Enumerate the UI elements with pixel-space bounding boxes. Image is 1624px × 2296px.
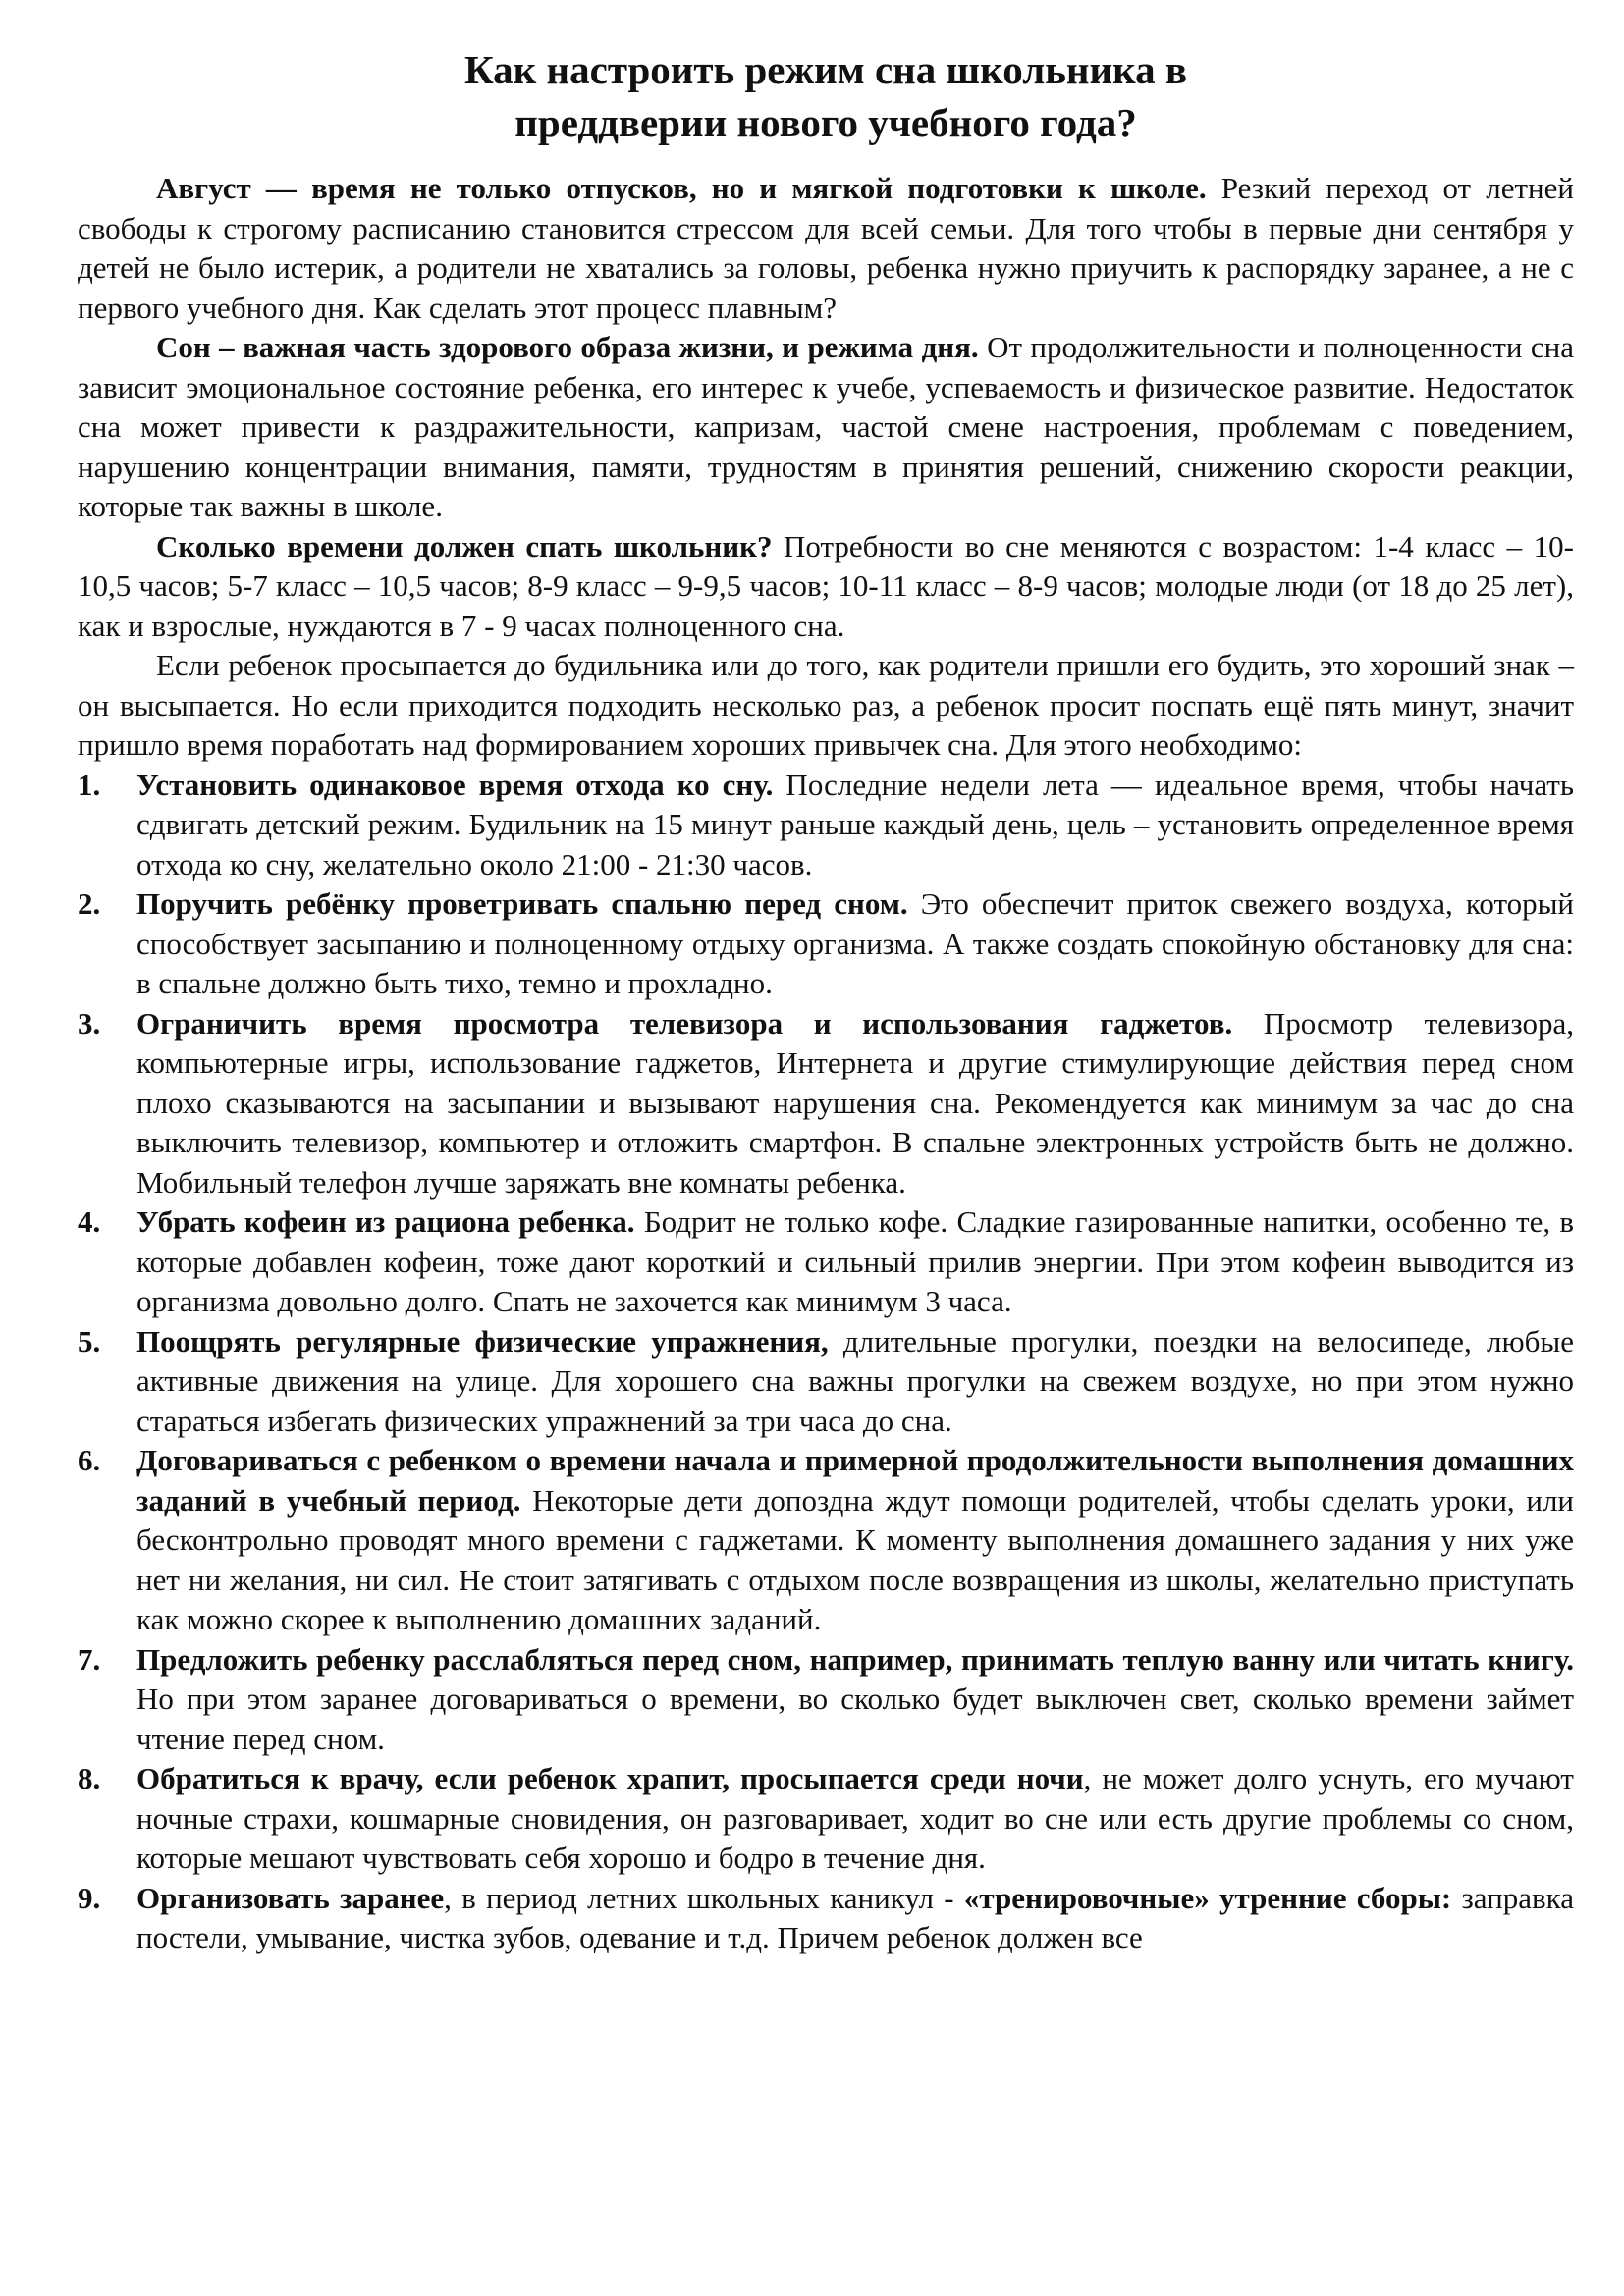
list-item-body: Некоторые дети допоздна ждут помощи родителей, чтобы сделать уроки, или бесконтрольно проводят много времени с гаджетами. К моменту выполнения домашнего задания у них уже нет ни желания, ни сил. Не стоит затягивать с отдыхом после возвращения из школы, желательно приступать как можно скорее к выполнению домашних заданий. <box>136 1482 1575 1636</box>
list-item <box>78 1640 1574 1760</box>
list-item-body: Но при этом заранее договариваться о времени, во сколько будет выключен свет, сколько времени займет чтение перед сном. <box>136 1682 1574 1756</box>
list-item <box>78 1202 1574 1322</box>
document-page <box>78 43 1574 1958</box>
list-item-text <box>136 1879 1574 1958</box>
list-item <box>78 1441 1574 1640</box>
list-item-number: 8. <box>78 1761 101 1795</box>
paragraph-lead: Сколько времени должен спать школьник? <box>156 528 773 563</box>
list-item-lead-secondary: «тренировочные» утренние сборы: <box>963 1880 1452 1915</box>
list-item-text <box>136 884 1574 1004</box>
list-item-number: 1. <box>78 767 101 802</box>
list-item-lead: Поощрять регулярные физические упражнения, <box>136 1323 829 1359</box>
paragraph-text: Резкий переход от летней свободы к строгому расписанию становится стрессом для всей семьи. Для того чтобы в первые дни сентября у детей не было истерик, а родители не хватались за головы, ребенка нужно приучить к распорядку заранее, а не с первого учебного дня. Как сделать этот процесс плавным? <box>78 171 1574 325</box>
list-item <box>78 884 1574 1004</box>
list-item-body: Это обеспечит приток свежего воздуха, который способствует засыпанию и полноценному отдыху организма. А также создать спокойную обстановку для сна: в спальне должно быть тихо, темно и прохладно. <box>136 886 1574 1000</box>
list-item-number: 4. <box>78 1204 101 1239</box>
page-title <box>78 43 1574 149</box>
list-item-lead: Ограничить время просмотра телевизора и использования гаджетов. <box>136 1005 1233 1041</box>
paragraph-lead: Август — время не только отпусков, но и мягкой подготовки к школе. <box>156 171 1207 205</box>
list-item-lead: Убрать кофеин из рациона ребенка. <box>136 1204 635 1239</box>
title-line-1: Как настроить режим сна школьника в <box>463 47 1188 92</box>
list-item-body: Бодрит не только кофе. Сладкие газированные напитки, особенно те, в которые добавлен кофеин, тоже дают короткий и сильный прилив энергии. При этом кофеин выводится из организма довольно долго. Спать не захочется как минимум 3 часа. <box>136 1204 1574 1318</box>
list-item-lead: Предложить ребенку расслабляться перед сном, например, принимать теплую ванну или читать книгу. <box>136 1641 1574 1677</box>
list-item-body-secondary: заправка постели, умывание, чистка зубов, одевание и т.д. Причем ребенок должен все <box>136 1880 1574 1954</box>
list-item-text <box>136 1202 1574 1322</box>
list-item <box>78 766 1574 885</box>
list-item-text <box>136 1004 1574 1203</box>
list-item-lead: Поручить ребёнку проветривать спальню перед сном. <box>136 886 908 921</box>
list-item-body: Последние недели лета — идеальное время, чтобы начать сдвигать детский режим. Будильник на 15 минут раньше каждый день, цель – установить определенное время отхода ко сну, желательно около 21:00 - 21:30 часов. <box>136 767 1574 881</box>
paragraph-text: Если ребенок просыпается до будильника или до того, как родители пришли его будить, это хороший знак – он высыпается. Но если приходится подходить несколько раз, а ребенок просит поспать ещё пять минут, значит пришло время поработать над формированием хороших привычек сна. Для этого необходимо: <box>78 648 1574 762</box>
list-item <box>78 1004 1574 1203</box>
paragraph-text: Потребности во сне меняются с возрастом: 1-4 класс – 10-10,5 часов; 5-7 класс – 10,5 часов; 8-9 класс – 9-9,5 часов; 10-11 класс – 8-9 часов; молодые люди (от 18 до 25 лет), как и взрослые, нуждаются в 7 - 9 часах полноценного сна. <box>78 528 1574 643</box>
list-item-body: длительные прогулки, поездки на велосипеде, любые активные движения на улице. Для хорошего сна важны прогулки на свежем воздухе, но при этом нужно стараться избегать физических упражнений за три часа до сна. <box>136 1323 1574 1438</box>
paragraph-lead: Сон – важная часть здорового образа жизни, и режима дня. <box>156 330 979 364</box>
list-item-number: 5. <box>78 1323 101 1359</box>
paragraph-signs <box>78 646 1574 766</box>
list-item-body: , в период летних школьных каникул - <box>444 1880 964 1915</box>
recommendations-list <box>78 766 1574 1958</box>
list-item <box>78 1759 1574 1879</box>
list-item <box>78 1322 1574 1442</box>
list-item-body: Просмотр телевизора, компьютерные игры, использование гаджетов, Интернета и другие стимулирующие действия перед сном плохо сказываются на засыпании и вызывают нарушения сна. Рекомендуется как минимум за час до сна выключить телевизор, компьютер и отложить смартфон. В спальне электронных устройств быть не должно. Мобильный телефон лучше заряжать вне комнаты ребенка. <box>136 1005 1574 1200</box>
list-item-lead: Обратиться к врачу, если ребенок храпит, просыпается среди ночи <box>136 1761 1084 1795</box>
paragraph-sleep-importance <box>78 328 1574 527</box>
title-line-2: преддверии нового учебного года? <box>514 100 1137 145</box>
list-item-lead: Организовать заранее <box>136 1880 445 1915</box>
list-item-number: 7. <box>78 1641 101 1677</box>
list-item-body: , не может долго уснуть, его мучают ночные страхи, кошмарные сновидения, он разговаривает, ходит во сне или есть другие проблемы со сном, которые мешают чувствовать себя хорошо и бодро в течение дня. <box>136 1761 1574 1875</box>
list-item-number: 6. <box>78 1443 101 1477</box>
list-item-text <box>136 1322 1574 1442</box>
list-item-text <box>136 1640 1574 1760</box>
paragraph-sleep-duration <box>78 527 1574 647</box>
list-item-number: 9. <box>78 1880 101 1915</box>
list-item-text <box>136 1759 1574 1879</box>
list-item <box>78 1879 1574 1958</box>
list-item-number: 2. <box>78 886 101 921</box>
list-item-text <box>136 1441 1574 1640</box>
list-item-lead: Договариваться с ребенком о времени начала и примерной продолжительности выполнения домашних заданий в учебный период. <box>136 1443 1574 1518</box>
list-item-lead: Установить одинаковое время отхода ко сну. <box>136 767 774 802</box>
list-item-number: 3. <box>78 1005 101 1041</box>
list-item-text <box>136 766 1574 885</box>
paragraph-text: От продолжительности и полноценности сна зависит эмоциональное состояние ребенка, его интерес к учебе, успеваемость и физическое развитие. Недостаток сна может привести к раздражительности, капризам, частой смене настроения, проблемам с поведением, нарушению концентрации внимания, памяти, трудностям в принятия решений, снижению скорости реакции, которые так важны в школе. <box>78 330 1574 523</box>
paragraph-intro <box>78 169 1574 328</box>
